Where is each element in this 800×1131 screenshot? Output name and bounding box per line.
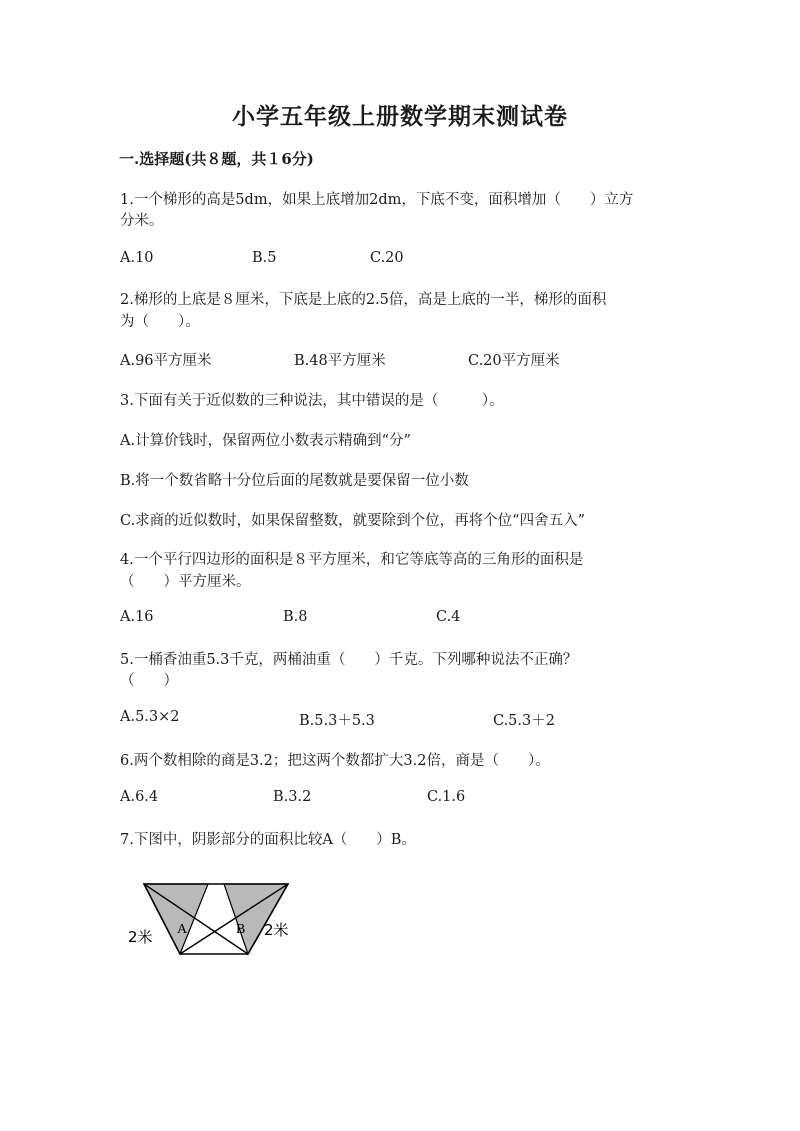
question-6-option-a: A.6.4 <box>120 789 159 805</box>
question-3-option-b: B.将一个数省略十分位后面的尾数就是要保留一位小数 <box>120 473 469 489</box>
question-6-line-1: 6.两个数相除的商是3.2；把这两个数都扩大3.2倍，商是（ ）。 <box>120 753 550 769</box>
question-1-option-b: B.5 <box>252 250 277 266</box>
question-4-option-c: C.4 <box>436 609 461 625</box>
trapezoid-figure <box>128 872 310 962</box>
question-5-option-b: B.5.3＋5.3 <box>299 713 375 729</box>
question-2-option-c: C.20平方厘米 <box>468 353 560 369</box>
question-1-line-2: 分米。 <box>120 213 164 229</box>
question-5-line-1: 5.一桶香油重5.3千克，两桶油重（ ）千克。下列哪种说法不正确？ <box>120 652 578 668</box>
question-1-line-1: 1.一个梯形的高是5dm，如果上底增加2dm，下底不变，面积增加（ ）立方 <box>120 192 634 208</box>
question-7-line-1: 7.下图中，阴影部分的面积比较A（ ）B。 <box>120 832 416 848</box>
question-6-option-c: C.1.6 <box>427 789 466 805</box>
question-2-line-2: 为（ ）。 <box>120 314 200 330</box>
question-1-option-a: A.10 <box>120 250 154 266</box>
question-2-option-a: A.96平方厘米 <box>120 353 212 369</box>
left-side-label: 2米 <box>128 928 153 946</box>
question-4-option-b: B.8 <box>283 609 308 625</box>
label-b: B <box>236 922 246 937</box>
question-3-option-c: C.求商的近似数时，如果保留整数，就要除到个位，再将个位“四舍五入” <box>120 513 586 529</box>
question-4-option-a: A.16 <box>120 609 154 625</box>
question-4-line-1: 4.一个平行四边形的面积是８平方厘米，和它等底等高的三角形的面积是 <box>120 552 584 568</box>
section-heading: 一.选择题(共８题，共１6分) <box>119 150 314 168</box>
question-5-option-a: A.5.3×2 <box>120 709 180 725</box>
question-6-option-b: B.3.2 <box>273 789 312 805</box>
question-5-option-c: C.5.3＋2 <box>493 713 555 729</box>
page-title: 小学五年级上册数学期末测试卷 <box>232 103 568 130</box>
question-1-option-c: C.20 <box>370 250 404 266</box>
question-3-line-1: 3.下面有关于近似数的三种说法，其中错误的是（ ）。 <box>120 393 504 409</box>
question-2-option-b: B.48平方厘米 <box>294 353 386 369</box>
question-3-option-a: A.计算价钱时，保留两位小数表示精确到“分” <box>120 433 411 449</box>
question-5-line-2: （ ） <box>120 673 178 689</box>
question-2-line-1: 2.梯形的上底是８厘米，下底是上底的2.5倍，高是上底的一半，梯形的面积 <box>120 292 607 308</box>
label-a: A <box>177 922 188 937</box>
question-4-line-2: （ ）平方厘米。 <box>120 574 251 590</box>
right-side-label: 2米 <box>264 921 289 939</box>
shaded-region-a <box>144 884 208 954</box>
